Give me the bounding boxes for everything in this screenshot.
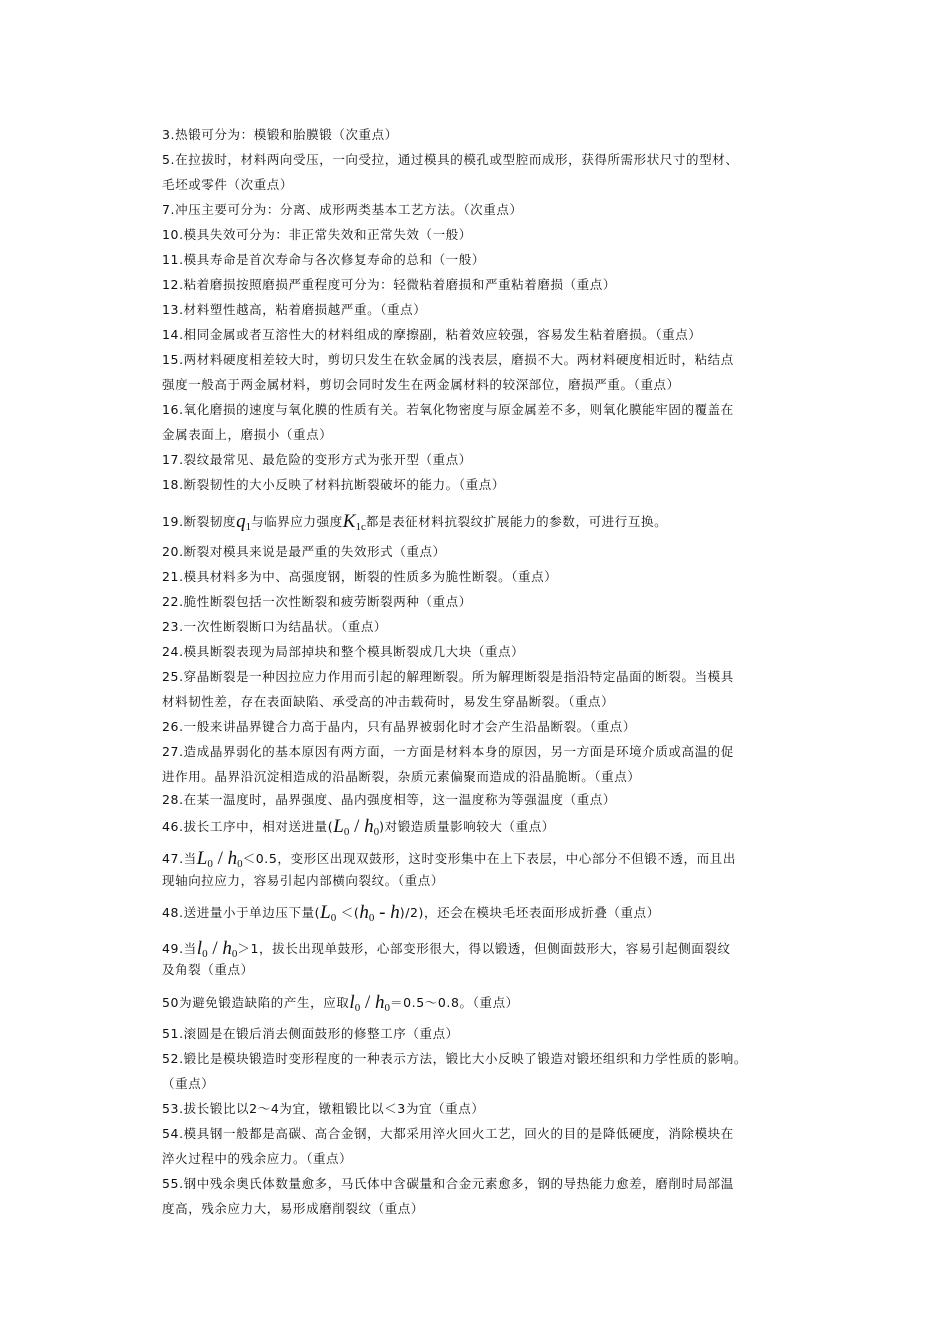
text-line: 55.钢中残余奥氏体数量愈多，马氏体中含碳量和合金元素愈多，钢的导热能力愈差，磨削时局部温 <box>162 1176 734 1191</box>
text-line: 14.相同金属或者互溶性大的材料组成的摩擦副，粘着效应较强，容易发生粘着磨损。（重点） <box>162 327 702 342</box>
text-line: 17.裂纹最常见、最危险的变形方式为张开型（重点） <box>162 452 472 467</box>
text-line-formula: 47.当L0 / h0＜0.5，变形区出现双鼓形，这时变形集中在上下表层，中心部分不但锻不透，而且出 <box>162 848 736 870</box>
text-line: 15.两材料硬度相差较大时，剪切只发生在软金属的浅表层，磨损不大。两材料硬度相近时，粘结点 <box>162 352 734 367</box>
text-line: 24.模具断裂表现为局部掉块和整个模具断裂成几大块（重点） <box>162 644 525 659</box>
text-line-formula: 48.送进量小于单边压下量(L0 ＜(h0 - h)/2)，还会在模块毛坯表面形成折叠（重点） <box>162 902 660 924</box>
text-line-formula: 19.断裂韧度q1与临界应力强度K1c都是表征材料抗裂纹扩展能力的参数，可进行互换。 <box>162 511 668 533</box>
text-line: 强度一般高于两金属材料，剪切会同时发生在两金属材料的较深部位，磨损严重。（重点） <box>162 377 680 392</box>
text-line-formula: 49.当l0 / h0＞1，拔长出现单鼓形，心部变形很大，得以锻透，但侧面鼓形大，容易引起侧面裂纹 <box>162 938 731 960</box>
text-line: 25.穿晶断裂是一种因拉应力作用而引起的解理断裂。所为解理断裂是指沿特定晶面的断裂。当模具 <box>162 669 734 684</box>
text-line: 淬火过程中的残余应力。（重点） <box>162 1151 353 1166</box>
formula-k: K <box>342 511 356 532</box>
text-line: （重点） <box>162 1076 215 1091</box>
text-line: 及角裂（重点） <box>162 962 254 977</box>
text-line: 5.在拉拔时，材料两向受压，一向受拉，通过模具的模孔或型腔而成形，获得所需形状尺寸的型材、 <box>162 152 739 167</box>
text-line: 材料韧性差，存在表面缺陷、承受高的冲击载荷时，易发生穿晶断裂。（重点） <box>162 694 615 709</box>
text-line: 51.滚圆是在锻后消去侧面鼓形的修整工序（重点） <box>162 1026 459 1041</box>
document-body <box>162 122 802 1221</box>
text-line: 11.模具寿命是首次寿命与各次修复寿命的总和（一般） <box>162 252 485 267</box>
text-line: 7.冲压主要可分为：分离、成形两类基本工艺方法。（次重点） <box>162 202 523 217</box>
formula-q: q <box>236 511 246 532</box>
text-line: 52.锻比是模块锻造时变形程度的一种表示方法，锻比大小反映了锻造对锻坯组织和力学性质的影响。 <box>162 1051 747 1066</box>
text-line: 27.造成晶界弱化的基本原因有两方面，一方面是材料本身的原因，另一方面是环境介质或高温的促 <box>162 744 734 759</box>
text-line: 22.脆性断裂包括一次性断裂和疲劳断裂两种（重点） <box>162 594 472 609</box>
text-line: 54.模具钢一般都是高碳、高合金钢，大都采用淬火回火工艺，回火的目的是降低硬度，消除模块在 <box>162 1126 734 1141</box>
text-line: 20.断裂对模具来说是最严重的失效形式（重点） <box>162 544 446 559</box>
text-line: 进作用。晶界沿沉淀相造成的沿晶断裂，杂质元素偏聚而造成的沿晶脆断。（重点） <box>162 769 641 784</box>
text-line: 毛坯或零件（次重点） <box>162 177 294 192</box>
text-line: 金属表面上，磨损小（重点） <box>162 427 333 442</box>
text-line: 度高，残余应力大，易形成磨削裂纹（重点） <box>162 1201 425 1216</box>
text-line: 12.粘着磨损按照磨损严重程度可分为：轻微粘着磨损和严重粘着磨损（重点） <box>162 277 616 292</box>
text-line: 16.氧化磨损的速度与氧化膜的性质有关。若氧化物密度与原金属差不多，则氧化膜能牢固的覆盖在 <box>162 402 734 417</box>
text-line: 21.模具材料多为中、高强度钢，断裂的性质多为脆性断裂。（重点） <box>162 569 558 584</box>
text-line: 现轴向拉应力，容易引起内部横向裂纹。（重点） <box>162 873 444 888</box>
text-line: 26.一般来讲晶界键合力高于晶内，只有晶界被弱化时才会产生沿晶断裂。（重点） <box>162 719 636 734</box>
text-line: 13.材料塑性越高，粘着磨损越严重。（重点） <box>162 302 427 317</box>
text-line: 3.热锻可分为：模锻和胎膜锻（次重点） <box>162 127 398 142</box>
text-line-formula: 50为避免锻造缺陷的产生，应取l0 / h0＝0.5～0.8。（重点） <box>162 992 519 1014</box>
text-line: 23.一次性断裂断口为结晶状。（重点） <box>162 619 388 634</box>
text-line: 18.断裂韧性的大小反映了材料抗断裂破坏的能力。（重点） <box>162 477 505 492</box>
text-line: 10.模具失效可分为：非正常失效和正常失效（一般） <box>162 227 472 242</box>
text-line-formula: 46.拔长工序中，相对送进量(L0 / h0)对锻造质量影响较大（重点） <box>162 816 555 838</box>
text-line: 53.拔长锻比以2～4为宜，镦粗锻比以＜3为宜（重点） <box>162 1101 485 1116</box>
text-line: 28.在某一温度时，晶界强度、晶内强度相等，这一温度称为等强温度（重点） <box>162 792 616 807</box>
